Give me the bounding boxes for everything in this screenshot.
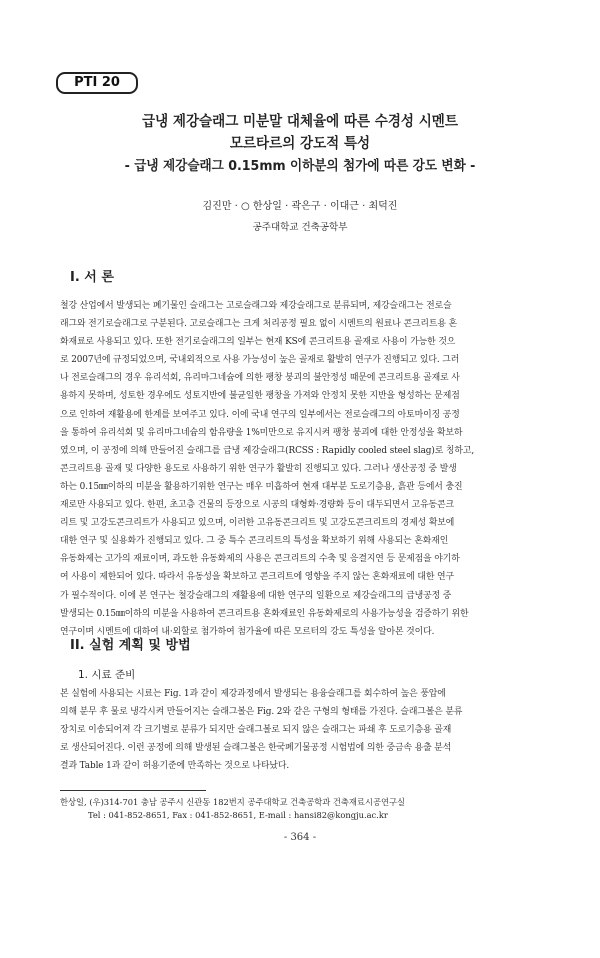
footnote-address: 한상일, (우)314-701 충남 공주시 신관동 182번지 공주대학교 건축공학과 건축재료시공연구실: [60, 797, 406, 807]
text-line: 연구이며 시멘트에 대하여 내·외할로 첨가하여 첨가율에 따른 모르터의 강도 특성을 알아본 것이다.: [60, 626, 435, 637]
text-line: 을 통하여 유리석회 및 유리마그네슘의 함유량을 1%미만으로 유지시켜 팽창 붕괴에 대한 안정성을 확보하: [60, 427, 463, 438]
affiliation: 공주대학교 건축공학부: [252, 222, 348, 233]
text-line: 으로 인하여 재활용에 한계를 보여주고 있다. 이에 국내 연구의 일부에서는 전로슬래그의 아토마이징 공정: [60, 409, 460, 420]
text-line: 장치로 이송되어져 각 크기별로 분류가 되지만 슬래그볼로 되지 않은 슬래그는 파쇄 후 도로기층용 골재: [60, 725, 452, 736]
text-line: 였으며, 이 공정에 의해 만들어진 슬래그를 급냉 제강슬래그(RCSS : Rapidly cooled steel slag)로 칭하고,: [60, 445, 475, 456]
text-line: 유동화제는 고가의 재료이며, 과도한 유동화제의 사용은 콘크리트의 수축 및 응결지연 등 문제점을 야기하: [60, 554, 460, 565]
text-line: 래그와 전기로슬래그로 구분된다. 고로슬래그는 크게 처리공정 필요 없이 시멘트의 원료나 콘크리트용 혼: [60, 319, 457, 330]
footnote-contact: Tel : 041-852-8651, Fax : 041-852-8651, E-mail : hansi82@kongju.ac.kr: [88, 810, 388, 820]
author-list: 김진만 · ○ 한상일 · 곽은구 · 이대근 · 최덕진: [202, 201, 398, 212]
subtitle: - 급냉 제강슬래그 0.15mm 이하분의 첨가에 따른 강도 변화 -: [124, 158, 476, 174]
section-heading-methods: II. 실험 계획 및 방법: [70, 638, 191, 653]
text-line: 본 실험에 사용되는 시료는 Fig. 1과 같이 제강과정에서 발생되는 용융슬래그를 회수하여 높은 풍압에: [60, 689, 446, 699]
text-line: 화재료로 사용되고 있다. 또한 전기로슬래그의 일부는 현재 KS에 콘크리트용 골재로 사용이 가능한 것으: [60, 337, 456, 348]
subsection-heading: 1. 시료 준비: [78, 669, 136, 681]
text-line: 결과 Table 1과 같이 허용기준에 만족하는 것으로 나타났다.: [60, 761, 290, 772]
text-line: 콘크리트용 골재 및 다양한 용도로 사용하기 위한 연구가 활발히 진행되고 있다. 그러나 생산공정 중 발생: [60, 463, 457, 474]
text-line: 발생되는 0.15㎜이하의 미분을 사용하여 콘크리트용 혼화재료인 유동화제로의 사용가능성을 검증하기 위한: [60, 608, 469, 619]
methods-paragraph: [60, 685, 538, 775]
text-line: 용하지 못하며, 성토한 경우에도 성토지반에 불균일한 팽창을 가져와 안정치 못한 지반을 형성하는 문제점: [60, 391, 460, 402]
text-line: 리트 및 고강도콘크리트가 사용되고 있으며, 이러한 고유동콘크리트 및 고강도콘크리트의 경제성 확보에: [60, 518, 455, 529]
page-number: - 364 -: [283, 832, 317, 843]
text-line: 로 2007년에 규정되었으며, 국내외적으로 사용 가능성이 높은 골재로 활발히 연구가 진행되고 있다. 그러: [60, 355, 460, 366]
text-line: 대한 연구 및 실용화가 진행되고 있다. 그 중 특수 콘크리트의 특성을 확보하기 위해 사용되는 혼화재인: [60, 536, 449, 547]
introduction-paragraph: [60, 297, 538, 641]
session-badge: PTI 20: [56, 72, 138, 94]
text-line: 의해 분무 후 물로 냉각시켜 만들어지는 슬래그볼은 Fig. 2와 같은 구형의 형태를 가진다. 슬래그볼은 분류: [60, 707, 463, 718]
text-line: 로 생산되어진다. 이런 공정에 의해 발생된 슬래그볼은 한국폐기물공정 시험법에 의한 중금속 용출 분석: [60, 743, 452, 754]
text-line: 하는 0.15㎜이하의 미분을 활용하기위한 연구는 매우 미흡하여 현재 대부분 도로기층용, 흙관 등에서 충진: [60, 481, 463, 492]
title-line-2: 모르타르의 강도적 특성: [229, 136, 371, 152]
title-line-1: 급냉 제강슬래그 미분말 대체율에 따른 수경성 시멘트: [142, 114, 458, 130]
text-line: 철강 산업에서 발생되는 폐기물인 슬래그는 고로슬래그와 제강슬래그로 분류되며, 제강슬래그는 전로슬: [60, 301, 452, 311]
text-line: 재로만 사용되고 있다. 한편, 초고층 건물의 등장으로 시공의 대형화·경량화 등이 대두되면서 고유동콘크: [60, 500, 454, 511]
text-line: 나 전로슬래그의 경우 유리석회, 유리마그네슘에 의한 팽창 붕괴의 불안정성 때문에 콘크리트용 골재로 사: [60, 373, 460, 384]
section-heading-introduction: I. 서 론: [70, 270, 114, 285]
text-line: 가 필수적이다. 이에 본 연구는 철강슬래그의 재활용에 대한 연구의 일환으로 제강슬래그의 급냉공정 중: [60, 590, 452, 601]
footnote-divider: [60, 790, 206, 791]
text-line: 여 사용이 제한되어 있다. 따라서 유동성을 확보하고 콘크리트에 영향을 주지 않는 혼화재료에 대한 연구: [60, 572, 454, 583]
